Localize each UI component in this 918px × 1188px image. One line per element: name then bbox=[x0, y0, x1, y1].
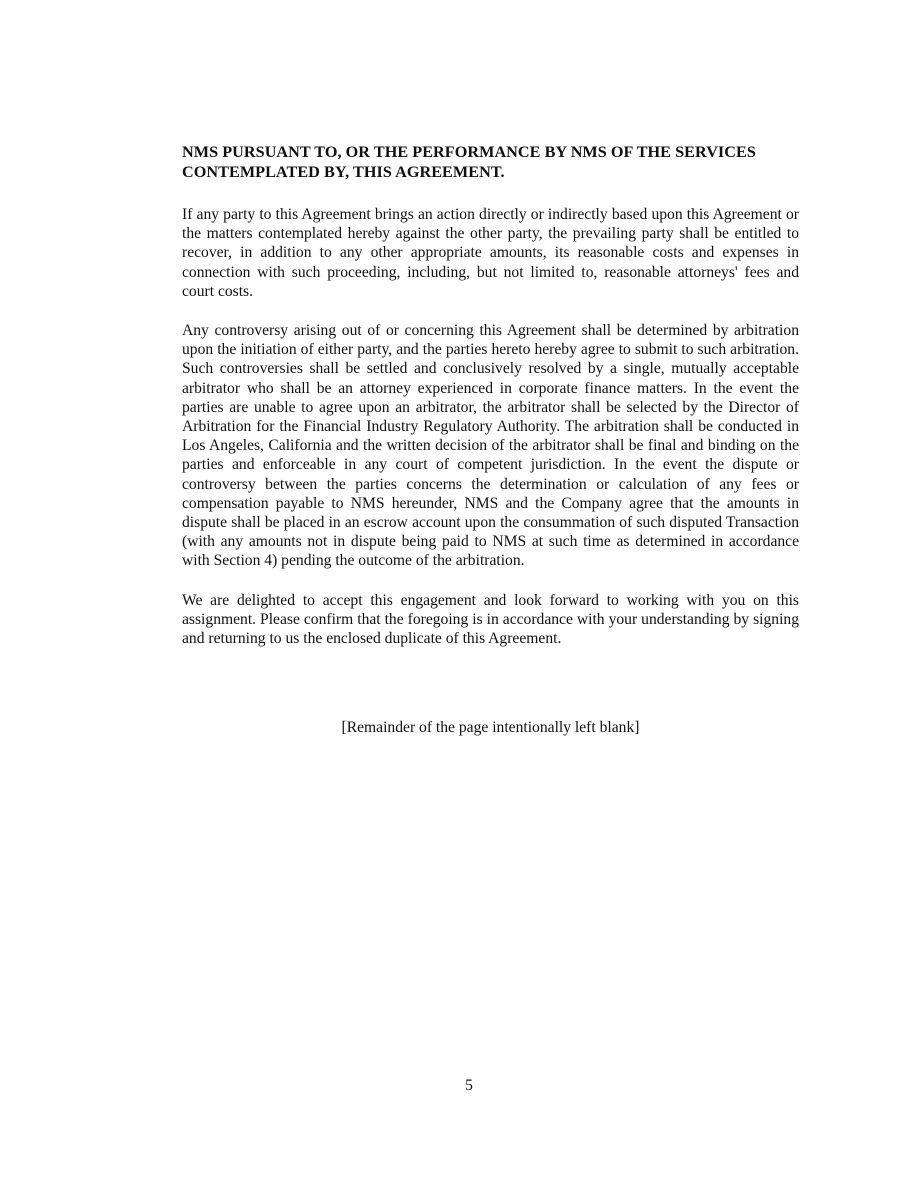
paragraph-attorneys-fees: If any party to this Agreement brings an action directly or indirectly based upon this Agreement or the matters contemplated hereby against the other party, the prevailing party shall be entitled to recover, in addition to any other appropriate amounts, its reasonable costs and expenses in connection with such proceeding, including, but not limited to, reasonable attorneys' fees and court costs. bbox=[182, 206, 799, 300]
blank-page-notice: [Remainder of the page intentionally left blank] bbox=[341, 719, 640, 736]
paragraph-closing: We are delighted to accept this engagement and look forward to working with you on this assignment. Please confirm that the foregoing is in accordance with your understanding by signing and returning to us the enclosed duplicate of this Agreement. bbox=[182, 591, 799, 648]
section-heading: NMS PURSUANT TO, OR THE PERFORMANCE BY NMS OF THE SERVICES CONTEMPLATED BY, THIS AGREEMENT. bbox=[182, 143, 756, 181]
paragraph-arbitration: Any controversy arising out of or concerning this Agreement shall be determined by arbitration upon the initiation of either party, and the parties hereto hereby agree to submit to such arbitration. Such controversies shall be settled and conclusively resolved by a single, mutually acceptable arbitrator who shall be an attorney experienced in corporate finance matters. In the event the parties are unable to agree upon an arbitrator, the arbitrator shall be selected by the Director of Arbitration for the Financial Industry Regulatory Authority. The arbitration shall be conducted in Los Angeles, California and the written decision of the arbitrator shall be final and binding on the parties and enforceable in any court of competent jurisdiction. In the event the dispute or controversy between the parties concerns the determination or calculation of any fees or compensation payable to NMS hereunder, NMS and the Company agree that the amounts in dispute shall be placed in an escrow account upon the consummation of such disputed Transaction (with any amounts not in dispute being paid to NMS at such time as determined in accordance with Section 4) pending the outcome of the arbitration. bbox=[182, 322, 799, 570]
page-number: 5 bbox=[465, 1077, 473, 1094]
document-body bbox=[182, 143, 799, 668]
